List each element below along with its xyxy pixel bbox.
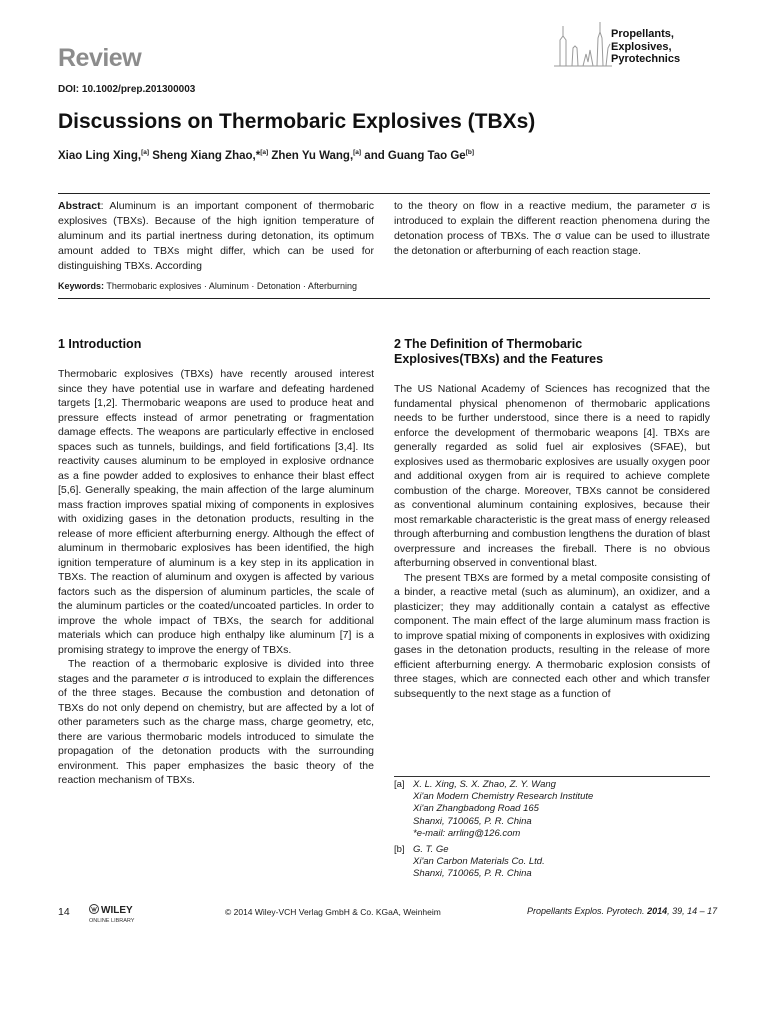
section-2-heading [394,337,710,367]
paragraph: Thermobaric explosives (TBXs) have recently aroused interest since they have potential use in warfare and defeating hardened targets [1,2]. Thermobaric weapons are used to produce heat and pressure effects instead of armor penetrating or fragmentation damage effects. The weapons are particularly effective in enclosed spaces such as tunnels, buildings, and field fortifications [3,4]. Its reactivity causes aluminum to be employed in explosive ordnance as a fine powder added to explosives to enhance their blast effect [5,6]. Generally speaking, the main affection of the large aluminum mass fraction improves spatial mixing of components in explosives with oxidizing gases in the detonation products, resulting in the release of more efficient afterburning energy. Although the effect of aluminum in thermobaric explosives has been identified, the high ignition temperature of aluminum is a key step in its application in TBXs. The reaction of aluminum and oxygen is affected by various factors such as the dispersion of aluminum particles, the scale of the aluminum particles or the coated/uncoated particles. In order to improve the whole impact of TBXs, the search for additional materials which can produce high enthalpy like aluminum [7] is a promising strategy to improve the energy of TBXs. [58,368,374,656]
journal-name-line-2: Explosives, [611,40,672,53]
author-affiliation-ref[interactable]: [a] [353,149,362,156]
keywords [58,280,357,292]
author-affiliation-ref[interactable]: [b] [465,149,474,156]
abstract-bottom-rule [58,298,710,299]
affiliation-line: Shanxi, 710065, P. R. China [413,815,532,827]
section-1-body [58,367,374,788]
abstract-text-left: : Aluminum is an important component of thermobaric explosives (TBXs). Because of the high ignition temperature of aluminum and its partial inertness during detonation, its optimum amount added to TBXs might differ, which can be used for distinguishing TBXs. According [58,200,374,272]
wiley-sub: ONLINE LIBRARY [89,918,135,924]
abstract-top-rule [58,193,710,194]
affiliation-line: Xi'an Modern Chemistry Research Institute [413,791,594,803]
section-2-body [394,382,710,701]
affiliation-email[interactable]: *e-mail: arrling@126.com [413,827,521,839]
page-number: 14 [58,906,70,918]
paragraph: The reaction of a thermobaric explosive is divided into three stages and the parameter σ is introduced to explain the differences of the three stages. Because the combustion and detonation of TBXs do not only depend on chemistry, but are affected by a lot of other parameters such as the charge mass, charge geometry, etc, there are various thermobaric models introduced to simulate the propagation of the detonation products with the surrounding environment. This paper emphasizes the basic theory of the reaction mechanism of TBXs. [58,658,374,786]
copyright-notice: © 2014 Wiley-VCH Verlag GmbH & Co. KGaA, Weinheim [225,907,441,917]
section-1-heading: 1 Introduction [58,337,142,351]
affiliation-line: Xi'an Carbon Materials Co. Ltd. [413,856,545,868]
section-2-heading-line-1: 2 The Definition of Thermobaric [394,337,583,351]
abstract-label: Abstract [58,200,101,212]
author-affiliation-ref[interactable]: [a] [260,149,269,156]
affiliation-tag: [b] [394,844,405,855]
section-label: Review [58,44,142,72]
journal-logo-icon [552,18,614,68]
affiliation-b [394,844,710,881]
wiley-online-library-logo-icon [88,902,150,924]
author-name: Zhen Yu Wang, [271,149,354,162]
affiliation-a [394,779,710,840]
paragraph: The present TBXs are formed by a metal composite consisting of a binder, a reactive metal (such as aluminum), an oxidizer, and a plasticizer; they may additionally contain a catalyst as effective component. The main effect of the large aluminum mass fraction is to improve spatial mixing of components in explosives with oxidizing gases in the detonation products, resulting in the release of more efficient afterburning energy. A thermobaric explosion consists of three stages, which are connected each other and which transfer subsequently to the next stage as a function of [394,571,710,700]
journal-name [611,28,680,66]
paragraph: The US National Academy of Sciences has recognized that the fundamental physical phenomenon of thermobaric applications needs to be further understood, since there is a need to rapidly enforce the development of thermobaric weapons [4]. TBXs are generally regarded as solid fuel air explosives (SFAE), but explosives used as thermobaric explosives are usually oxygen poor and additional oxygen from air is required to achieve complete combustion of the charge. Moreover, TBXs cannot be considered as conventional aluminum containing explosives, because their most remarkable characteristic is the great mass of energy released through afterburning and combustion lengthens the duration of blast overpressure and increases the fireball. There is no obvious afterburning observed in conventional blast. [394,383,710,569]
author-affiliation-ref[interactable]: [a] [141,149,150,156]
author-name: and Guang Tao Ge [364,149,466,162]
affiliation-rule [394,776,710,777]
keywords-text: Thermobaric explosives · Aluminum · Detonation · Afterburning [104,281,357,291]
abstract-right-column: to the theory on flow in a reactive medium, the parameter σ is introduced to explain the different reaction phenomena during the detonation process of TBXs. The σ value can be used to illustrate the detonation or afterburning of each reaction stage. [394,200,710,257]
journal-name-line-1: Propellants, [611,28,674,40]
affiliation-line: X. L. Xing, S. X. Zhao, Z. Y. Wang [413,779,556,790]
abstract-left-column [58,199,374,274]
author-list [58,149,474,162]
affiliation-line: Shanxi, 710065, P. R. China [413,868,532,880]
author-name: Xiao Ling Xing, [58,149,142,162]
citation-journal: Propellants Explos. Pyrotech. [527,906,645,916]
doi[interactable]: DOI: 10.1002/prep.201300003 [58,84,196,95]
keywords-label: Keywords: [58,281,105,291]
citation-year: 2014 [647,906,668,916]
affiliation-line: G. T. Ge [413,844,449,855]
affiliation-tag: [a] [394,779,405,790]
affiliation-line: Xi'an Zhangbadong Road 165 [413,803,539,815]
citation-volume-pages: , 39, 14 – 17 [667,906,718,916]
section-2-heading-line-2: Explosives(TBXs) and the Features [394,352,604,366]
wiley-name: WILEY [101,905,133,916]
journal-name-line-3: Pyrotechnics [611,53,681,65]
article-title: Discussions on Thermobaric Explosives (TBXs) [58,110,536,133]
citation [527,906,717,916]
author-name: Sheng Xiang Zhao,* [152,149,261,162]
